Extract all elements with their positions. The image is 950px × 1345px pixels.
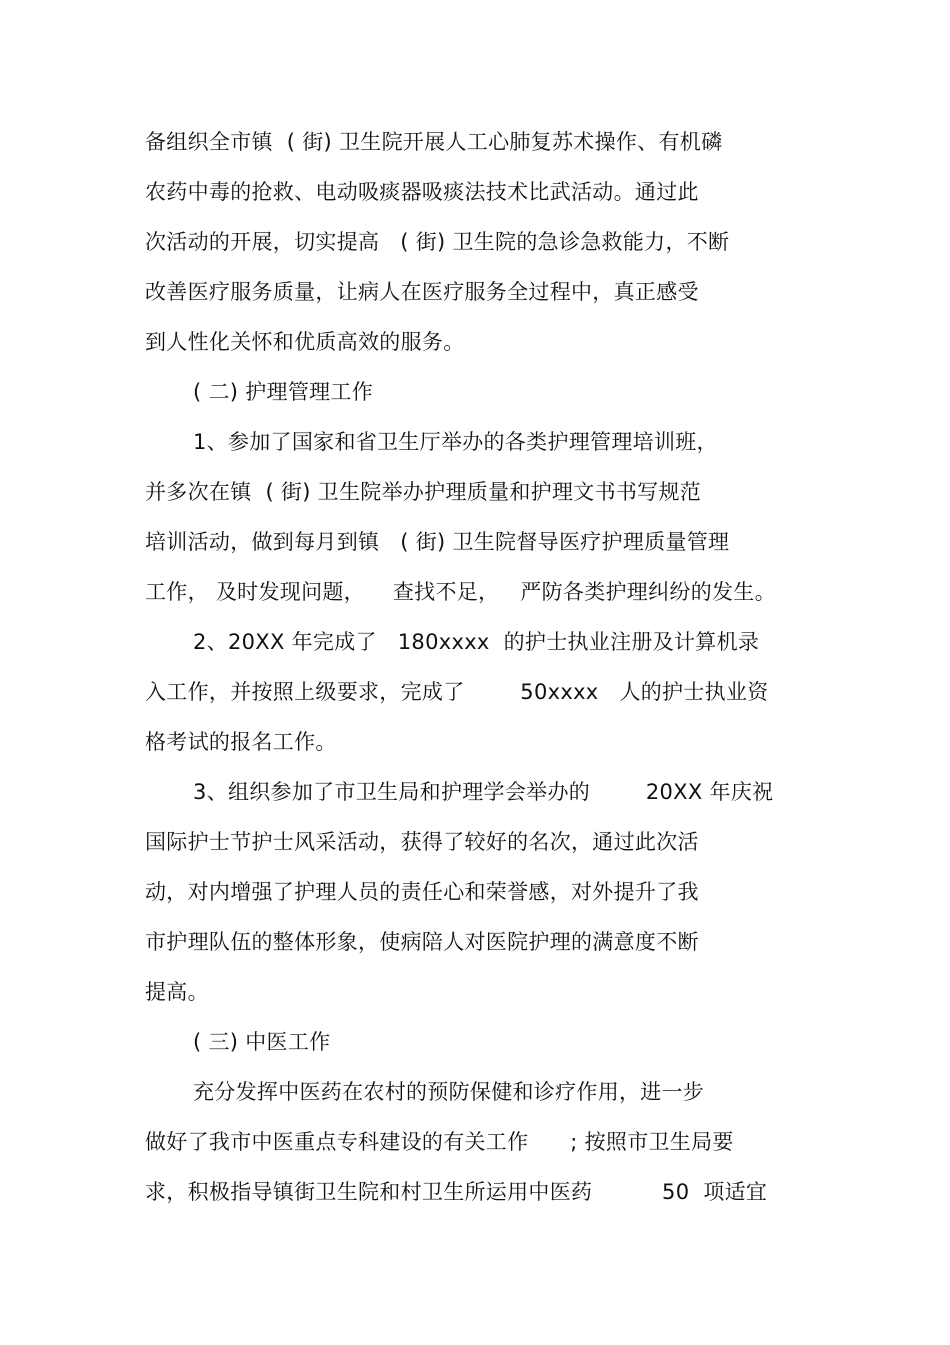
paragraph-line: 格考试的报名工作。 bbox=[145, 730, 337, 754]
paragraph-line: 入工作，并按照上级要求，完成了 50xxxx 人的护士执业资 bbox=[145, 680, 769, 704]
paragraph-line: 到人性化关怀和优质高效的服务。 bbox=[145, 330, 465, 354]
paragraph-line: 备组织全市镇 ( 街) 卫生院开展人工心肺复苏术操作、有机磷 bbox=[145, 130, 723, 154]
section-heading-nursing: ( 二) 护理管理工作 bbox=[193, 380, 374, 404]
paragraph-line: 市护理队伍的整体形象，使病陪人对医院护理的满意度不断 bbox=[145, 930, 699, 954]
paragraph-line: 3、组织参加了市卫生局和护理学会举办的 20XX 年庆祝 bbox=[193, 780, 774, 804]
paragraph-line: 1、参加了国家和省卫生厅举办的各类护理管理培训班， bbox=[193, 430, 718, 454]
paragraph-line: 动，对内增强了护理人员的责任心和荣誉感，对外提升了我 bbox=[145, 880, 699, 904]
paragraph-line: 2、20XX 年完成了 180xxxx 的护士执业注册及计算机录 bbox=[193, 630, 760, 654]
section-heading-tcm: ( 三) 中医工作 bbox=[193, 1030, 331, 1054]
paragraph-line: 提高。 bbox=[145, 980, 209, 1004]
paragraph-line: 改善医疗服务质量，让病人在医疗服务全过程中，真正感受 bbox=[145, 280, 699, 304]
paragraph-line: 充分发挥中医药在农村的预防保健和诊疗作用，进一步 bbox=[193, 1080, 705, 1104]
paragraph-line: 工作， 及时发现问题， 查找不足， 严防各类护理纠纷的发生。 bbox=[145, 580, 776, 604]
paragraph-line: 培训活动，做到每月到镇 ( 街) 卫生院督导医疗护理质量管理 bbox=[145, 530, 730, 554]
paragraph-line: 国际护士节护士风采活动，获得了较好的名次，通过此次活 bbox=[145, 830, 699, 854]
paragraph-line: 并多次在镇 ( 街) 卫生院举办护理质量和护理文书书写规范 bbox=[145, 480, 702, 504]
paragraph-line: 次活动的开展，切实提高 ( 街) 卫生院的急诊急救能力，不断 bbox=[145, 230, 730, 254]
paragraph-line: 求，积极指导镇街卫生院和村卫生所运用中医药 50 项适宜 bbox=[145, 1180, 768, 1204]
paragraph-line: 做好了我市中医重点专科建设的有关工作 ; 按照市卫生局要 bbox=[145, 1130, 734, 1154]
paragraph-line: 农药中毒的抢救、电动吸痰器吸痰法技术比武活动。通过此 bbox=[145, 180, 699, 204]
